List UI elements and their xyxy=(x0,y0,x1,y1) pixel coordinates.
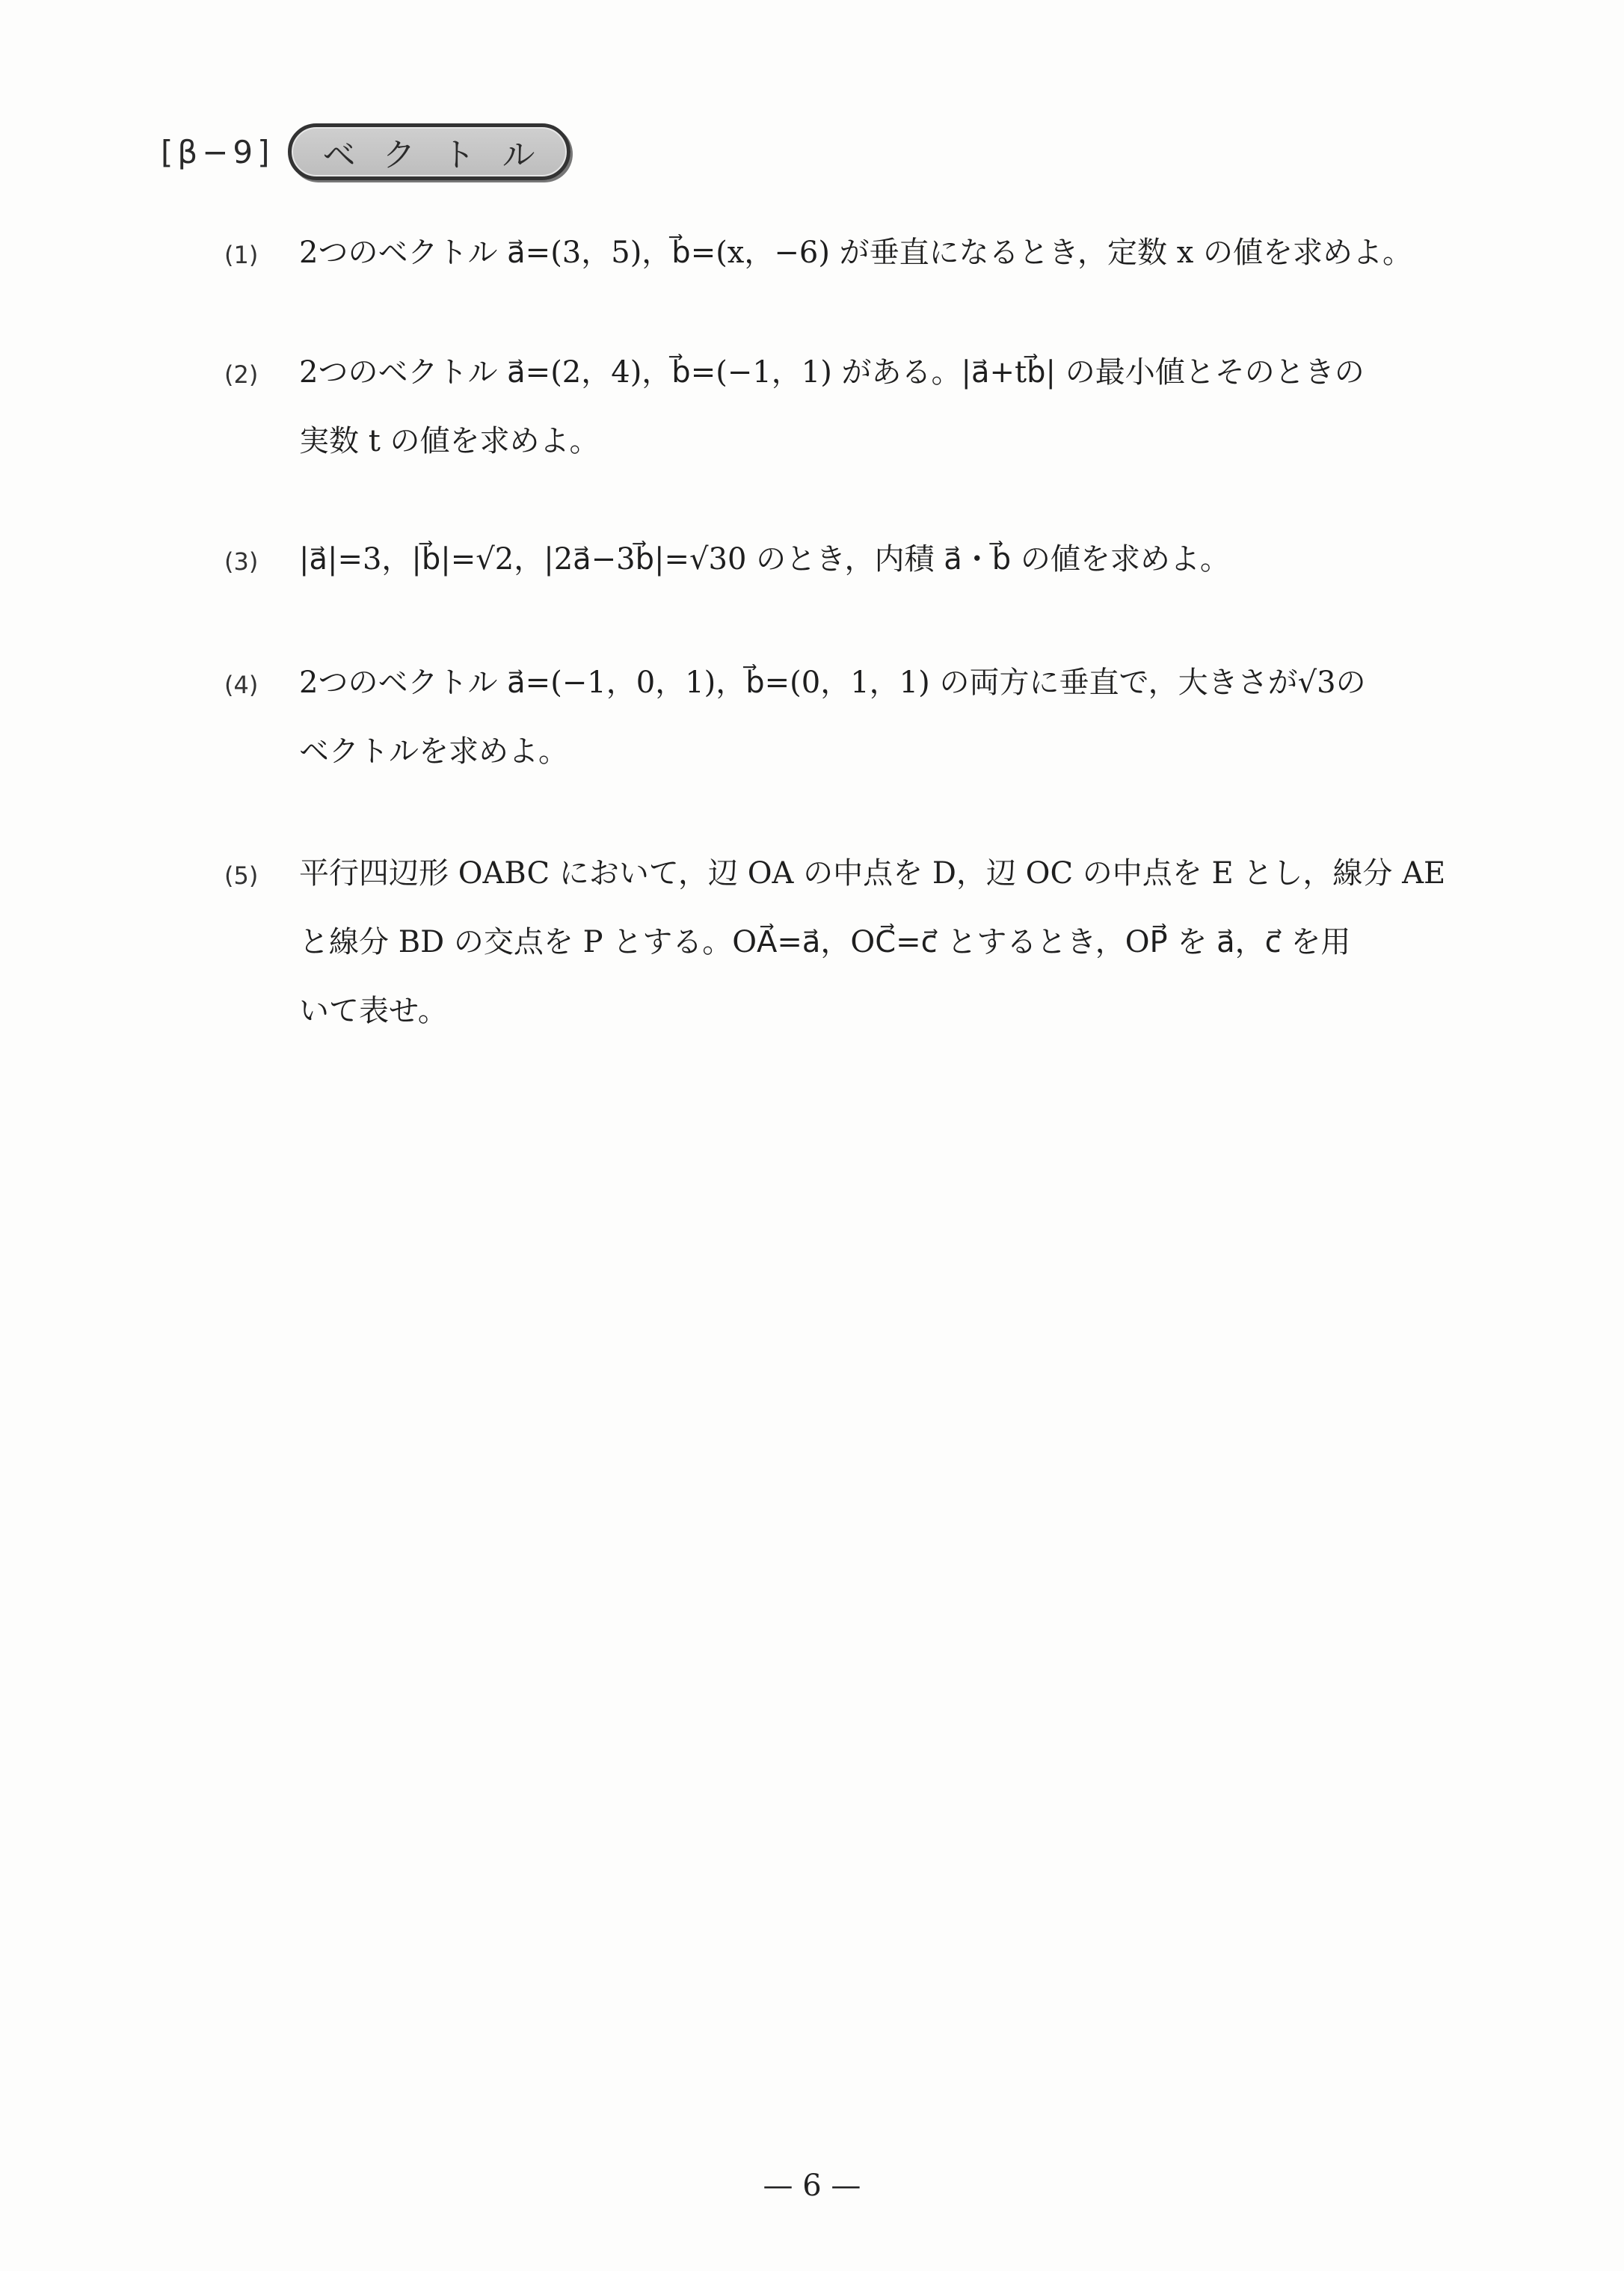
problem-number: (5) xyxy=(224,861,259,890)
problem-line: ベクトルを求めよ。 xyxy=(299,734,568,769)
section-title: ベクトル xyxy=(322,136,562,174)
problem-number: (1) xyxy=(224,241,259,269)
problem-line: 2つのベクトル a⃗=(−1，0，1)，b⃗=(0，1，1) の両方に垂直で，大きさが√3の xyxy=(299,666,1366,700)
problem-text xyxy=(299,839,1510,1045)
problem-line: |a⃗|=3，|b⃗|=√2，|2a⃗−3b⃗|=√30 のとき，内積 a⃗・b⃗ の値を求めよ。 xyxy=(299,542,1230,577)
problem-line: 平行四辺形 OABC において，辺 OA の中点を D，辺 OC の中点を E とし，線分 AE xyxy=(299,856,1446,891)
page-number: — 6 — xyxy=(763,2169,861,2203)
problem-line: いて表せ。 xyxy=(299,994,448,1028)
section-code: [β−9] xyxy=(161,133,274,170)
problem-line: 実数 t の値を求めよ。 xyxy=(299,424,600,458)
problem-number: (4) xyxy=(224,671,259,699)
problem-text xyxy=(299,648,1510,786)
problem-text xyxy=(299,338,1510,476)
problem-number: (2) xyxy=(224,360,259,389)
problem-text xyxy=(299,218,1510,287)
problem-line: 2つのベクトル a⃗=(2，4)，b⃗=(−1，1) がある。|a⃗+tb⃗| の最小値とそのときの xyxy=(299,355,1365,390)
problem-line: 2つのベクトル a⃗=(3，5)，b⃗=(x，−6) が垂直になるとき，定数 x の値を求めよ。 xyxy=(299,236,1413,270)
section-title-badge xyxy=(288,123,570,180)
section-header xyxy=(161,120,570,184)
problem-number: (3) xyxy=(224,547,259,576)
problem-line: と線分 BD の交点を P とする。OA⃗=a⃗，OC⃗=c⃗ とするとき，OP⃗ を a⃗，c⃗ を用 xyxy=(299,925,1351,959)
problem-text xyxy=(299,525,1510,594)
